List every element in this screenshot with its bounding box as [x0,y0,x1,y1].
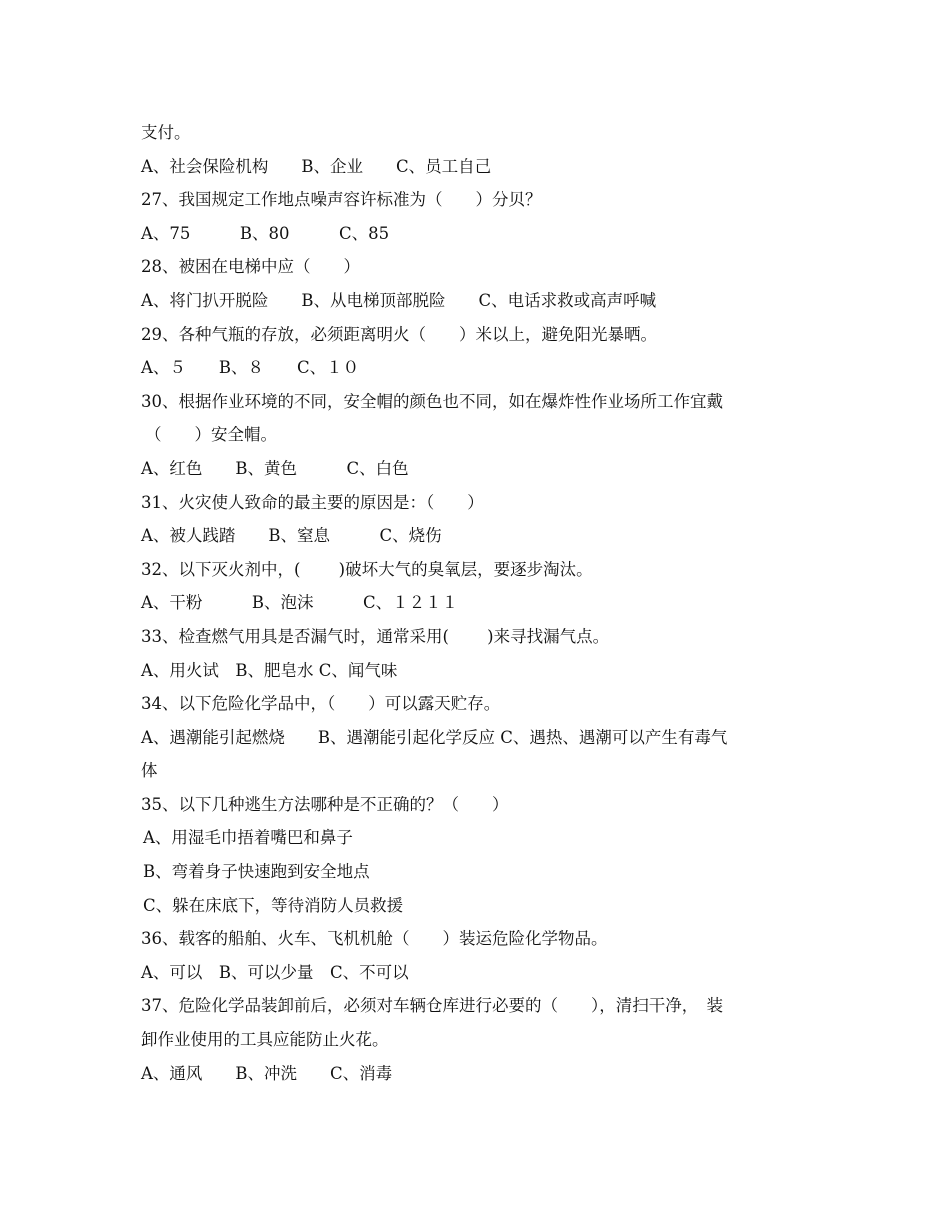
answer-options-line: A、社会保险机构 B、企业 C、员工自己 [141,156,492,176]
continuation-line: 卸作业使用的工具应能防止火花。 [141,1030,389,1050]
question-line: 29、各种气瓶的存放，必须距离明火（ ）米以上，避免阳光暴晒。 [141,324,657,344]
answer-options-line: C、躲在床底下，等待消防人员救援 [143,895,404,915]
question-line: 30、根据作业环境的不同，安全帽的颜色也不同，如在爆炸性作业场所工作宜戴 [141,391,723,411]
document-body [141,116,821,1090]
question-line: 31、火灾使人致命的最主要的原因是：（ ） [141,492,484,512]
question-line: 27、我国规定工作地点噪声容许标准为（ ）分贝？ [141,190,542,210]
question-line: 34、以下危险化学品中，（ ）可以露天贮存。 [141,694,501,714]
answer-options-line: A、干粉 B、泡沫 C、１２１１ [141,593,459,613]
answer-options-line: A、用火试 B、肥皂水 C、闻气味 [141,660,398,680]
answer-options-line: A、将门扒开脱险 B、从电梯顶部脱险 C、电话求救或高声呼喊 [141,290,657,310]
answer-options-line: B、弯着身子快速跑到安全地点 [143,862,370,882]
question-line: 28、被困在电梯中应（ ） [141,257,360,277]
answer-options-line: A、通风 B、冲洗 C、消毒 [141,1063,393,1083]
answer-options-line: A、被人践踏 B、窒息 C、烧伤 [141,526,442,546]
question-line: 36、载客的船舶、火车、飞机机舱（ ）装运危险化学物品。 [141,929,608,949]
answer-options-line: A、红色 B、黄色 C、白色 [141,458,409,478]
question-line: 35、以下几种逃生方法哪种是不正确的？（ ） [141,794,509,814]
answer-options-line: A、遇潮能引起燃烧 B、遇潮能引起化学反应 C、遇热、遇潮可以产生有毒气 [141,727,728,747]
question-line: 37、危险化学品装卸前后，必须对车辆仓库进行必要的（ ），清扫干净， 装 [141,996,723,1016]
continuation-line: 体 [141,761,158,781]
continuation-line: 支付。 [141,123,191,142]
answer-options-line: A、可以 B、可以少量 C、不可以 [141,962,409,982]
question-line: 33、检查燃气用具是否漏气时，通常采用( )来寻找漏气点。 [141,626,610,646]
continuation-line: （ ）安全帽。 [145,425,277,445]
question-line: 32、以下灭火剂中，( )破坏大气的臭氧层，要逐步淘汰。 [141,559,593,579]
answer-options-line: A、75 B、80 C、85 [141,223,390,243]
answer-options-line: A、用湿毛巾捂着嘴巴和鼻子 [143,828,353,848]
answer-options-line: A、５ B、８ C、１０ [141,358,360,378]
